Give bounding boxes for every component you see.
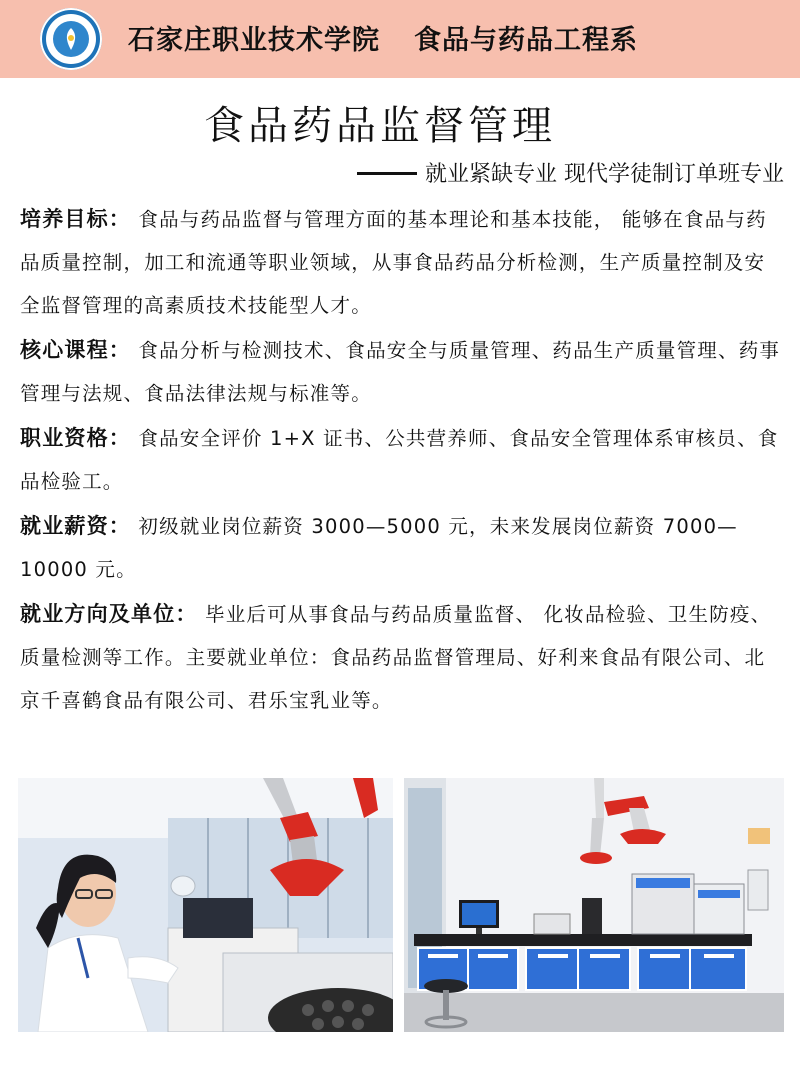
section-text: 食品安全评价 1+X 证书、公共营养师、食品安全管理体系审核员、食品检验工。 (20, 427, 779, 493)
lab-photo-benches (404, 778, 784, 1032)
section-label: 核心课程： (20, 338, 131, 362)
section-label: 培养目标： (20, 207, 131, 231)
school-name: 石家庄职业技术学院 (128, 25, 380, 56)
section-label: 职业资格： (20, 426, 131, 450)
lab-photo-technician (18, 778, 393, 1032)
section-text: 食品分析与检测技术、食品安全与质量管理、药品生产质量管理、药事管理与法规、食品法律法规与标准等。 (20, 339, 781, 405)
section-training-goal (20, 198, 784, 327)
header-banner (0, 0, 800, 78)
subtitle-text: 就业紧缺专业 现代学徒制订单班专业 (425, 162, 784, 187)
section-qualifications (20, 417, 784, 503)
section-text: 毕业后可从事食品与药品质量监督、 化妆品检验、卫生防疫、质量检测等工作。主要就业单位：食品药品监督管理局、好利来食品有限公司、北京千喜鹤食品有限公司、君乐宝乳业等。 (20, 603, 772, 712)
dash-line (357, 172, 417, 175)
department-name: 食品与药品工程系 (414, 25, 638, 56)
header-title (128, 18, 638, 57)
program-description (20, 198, 784, 724)
section-core-courses (20, 329, 784, 415)
page-title: 食品药品监督管理 (204, 103, 556, 149)
section-employment (20, 593, 784, 722)
section-label: 就业薪资： (20, 514, 131, 538)
section-text: 初级就业岗位薪资 3000—5000 元，未来发展岗位薪资 7000—10000 元。 (20, 515, 738, 581)
college-emblem-icon (40, 8, 102, 70)
subtitle (357, 157, 784, 188)
section-label: 就业方向及单位： (20, 602, 198, 626)
section-text: 食品与药品监督与管理方面的基本理论和基本技能， 能够在食品与药品质量控制，加工和流通等职业领域，从事食品药品分析检测，生产质量控制及安全监督管理的高素质技术技能型人才。 (20, 208, 767, 317)
section-salary (20, 505, 784, 591)
